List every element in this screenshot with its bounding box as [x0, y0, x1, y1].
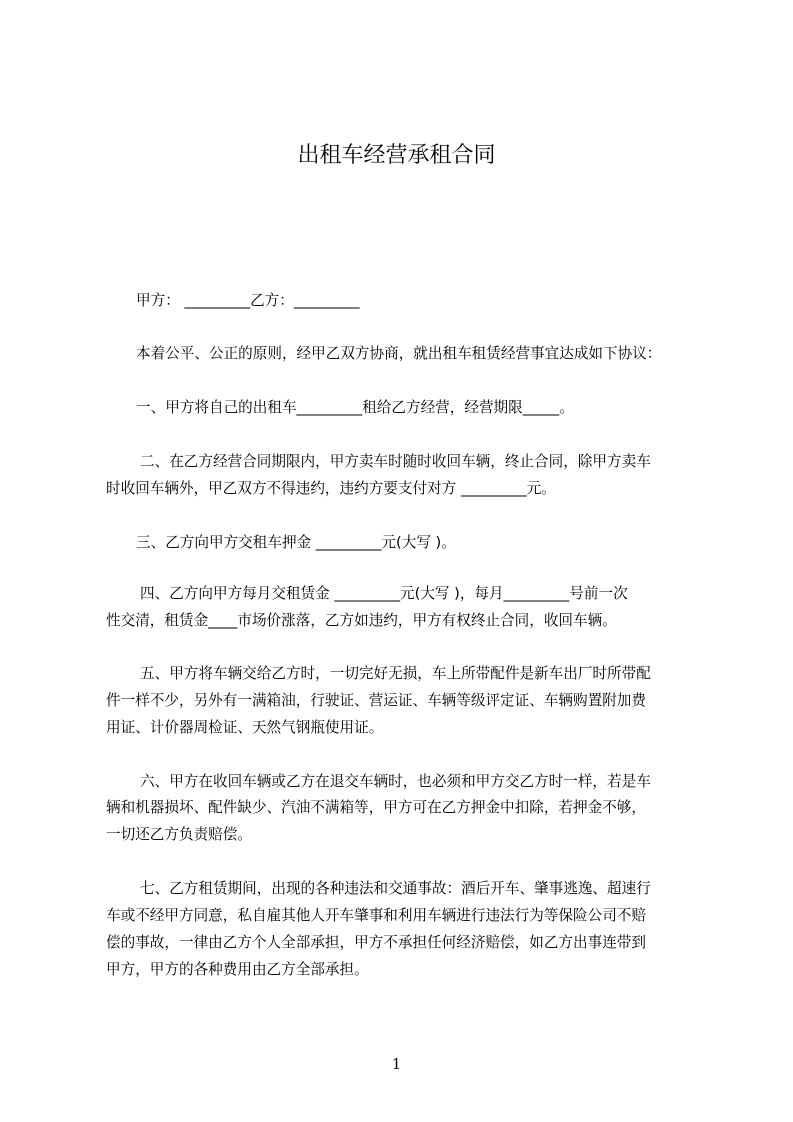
- clause-7-line-1: 七、乙方租赁期间，出现的各种违法和交通事故：酒后开车、肇事逃逸、超速行: [140, 880, 651, 897]
- clause-5-line-3: 用证、计价器周检证、天然气钢瓶使用证。: [106, 719, 384, 736]
- clause-7-line-3: 偿的事故，一律由乙方个人全部承担，甲方不承担任何经济赔偿，如乙方出事连带到: [106, 934, 646, 951]
- clause-7-line-4: 甲方，甲方的各种费用由乙方全部承担。: [106, 961, 369, 978]
- clause-1-line-1: 一、甲方将自己的出租车_________租给乙方经营，经营期限_____。: [136, 399, 574, 416]
- intro-paragraph: 本着公平、公正的原则，经甲乙双方协商，就出租车租赁经营事宜达成如下协议：: [136, 345, 662, 362]
- clause-4-line-1: 四、乙方向甲方每月交租赁金 _________元(大写 )，每月_________号前一次: [140, 585, 628, 602]
- clause-2-line-1: 二、在乙方经营合同期限内，甲方卖车时随时收回车辆，终止合同，除甲方卖车: [140, 453, 651, 470]
- parties-line: 甲方： _________乙方：_________: [136, 292, 360, 309]
- clause-6-line-2: 辆和机器损坏、配件缺少、汽油不满箱等，甲方可在乙方押金中扣除，若押金不够，: [106, 799, 646, 816]
- document-title: 出租车经营承租合同: [297, 143, 496, 168]
- clause-2-line-2: 时收回车辆外，甲乙双方不得违约，违约方要支付对方 _________元。: [106, 480, 556, 497]
- clause-5-line-1: 五、甲方将车辆交给乙方时，一切完好无损，车上所带配件是新车出厂时所带配: [140, 665, 651, 682]
- clause-6-line-1: 六、甲方在收回车辆或乙方在退交车辆时，也必须和甲方交乙方时一样，若是车: [140, 773, 651, 790]
- clause-3-line-1: 三、乙方向甲方交租车押金 _________元(大写 )。: [136, 534, 456, 551]
- clause-7-line-2: 车或不经甲方同意，私自雇其他人开车肇事和利用车辆进行违法行为等保险公司不赔: [106, 907, 646, 924]
- page-number: 1: [391, 1055, 402, 1073]
- clause-6-line-3: 一切还乙方负责赔偿。: [106, 826, 252, 843]
- clause-4-line-2: 性交清，租赁金____市场价涨落，乙方如违约，甲方有权终止合同，收回车辆。: [106, 612, 617, 629]
- clause-5-line-2: 件一样不少，另外有一满箱油，行驶证、营运证、车辆等级评定证、车辆购置附加费: [106, 692, 646, 709]
